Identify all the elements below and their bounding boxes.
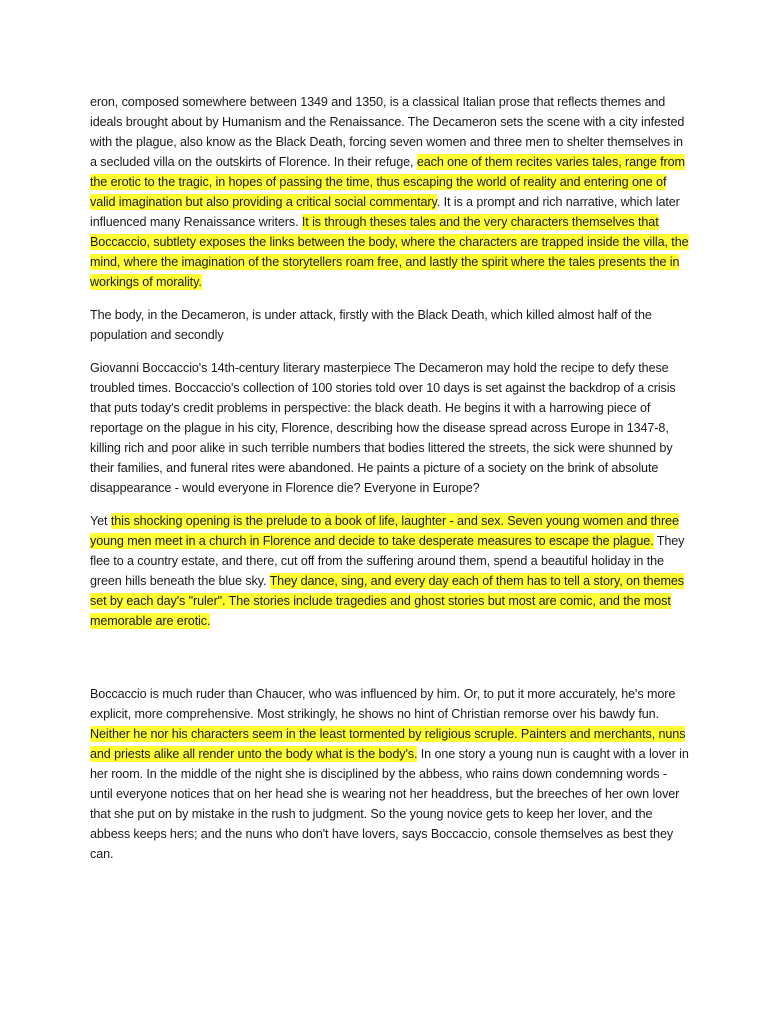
paragraph-1 bbox=[90, 92, 690, 292]
text-segment: The body, in the Decameron, is under attack, firstly with the Black Death, which killed almost half of the population and secondly bbox=[90, 308, 652, 342]
text-segment: Boccaccio is much ruder than Chaucer, who was influenced by him. Or, to put it more accurately, he's more explicit, more comprehensive. Most strikingly, he shows no hint of Christian remorse over his bawdy fun. bbox=[90, 687, 676, 721]
text-segment: eron, composed somewhere between 1349 and 1350, is a classical Italian prose that reflects themes and ideals brought about by Humanism and the Renaissance. The Decameron sets the scene with a city infested with the plague, also know as the Black Death, forcing seven women and three men to shelter themselves in a secluded villa on the outskirts of Florence. In their refuge, bbox=[90, 95, 685, 169]
text-segment: They flee to a country estate, and there, cut off from the suffering around them, spend a beautiful holiday in the green hills beneath the blue sky. bbox=[90, 534, 685, 588]
text-segment: Yet bbox=[90, 514, 111, 528]
highlighted-text: each one of them recites varies tales, range from the erotic to the tragic, in hopes of passing the time, thus escaping the world of reality and entering one of valid imagination but also providing a critical social commentary bbox=[90, 155, 685, 209]
paragraph-2 bbox=[90, 305, 690, 345]
text-segment: . It is a prompt and rich narrative, which later influenced many Renaissance writers. bbox=[90, 195, 680, 229]
text-segment: Giovanni Boccaccio's 14th-century literary masterpiece The Decameron may hold the recipe to defy these troubled times. Boccaccio's collection of 100 stories told over 10 days is set against the backdrop of a crisis that puts today's credit problems in perspective: the black death. He begins it with a harrowing piece of reportage on the plague in his city, Florence, describing how the disease spread across Europe in 1347-8, killing rich and poor alike in such terrible numbers that bodies littered the streets, the sick were shunned by their families, and funeral rites were abandoned. He paints a picture of a society on the brink of absolute disappearance - would everyone in Florence die? Everyone in Europe? bbox=[90, 361, 676, 495]
paragraph-3 bbox=[90, 358, 690, 498]
paragraph-5 bbox=[90, 684, 690, 864]
highlighted-text: Neither he nor his characters seem in the least tormented by religious scruple. Painters and merchants, nuns and priests alike all render unto the body what is the body's. bbox=[90, 727, 686, 761]
highlighted-text: They dance, sing, and every day each of them has to tell a story, on themes set by each day's "ruler". The stories include tragedies and ghost stories but most are comic, and the most memorable are erotic. bbox=[90, 574, 684, 628]
text-segment: In one story a young nun is caught with a lover in her room. In the middle of the night she is disciplined by the abbess, who rains down condemning words - until everyone notices that on her head she is wearing not her headdress, but the breeches of her own lover that she put on by mistake in the rush to judgment. So the young novice gets to keep her lover, and the abbess keeps hers; and the nuns who don't have lovers, says Boccaccio, console themselves as best they can. bbox=[90, 747, 689, 861]
paragraph-4 bbox=[90, 511, 690, 631]
document-page bbox=[90, 92, 690, 877]
highlighted-text: It is through theses tales and the very characters themselves that Boccaccio, subtlety exposes the links between the body, where the characters are trapped inside the villa, the mind, where the imagination of the storytellers roam free, and lastly the spirit where the tales presents the in workings of morality. bbox=[90, 215, 689, 289]
highlighted-text: this shocking opening is the prelude to a book of life, laughter - and sex. Seven young women and three young men meet in a church in Florence and decide to take desperate measures to escape the plague. bbox=[90, 514, 679, 548]
